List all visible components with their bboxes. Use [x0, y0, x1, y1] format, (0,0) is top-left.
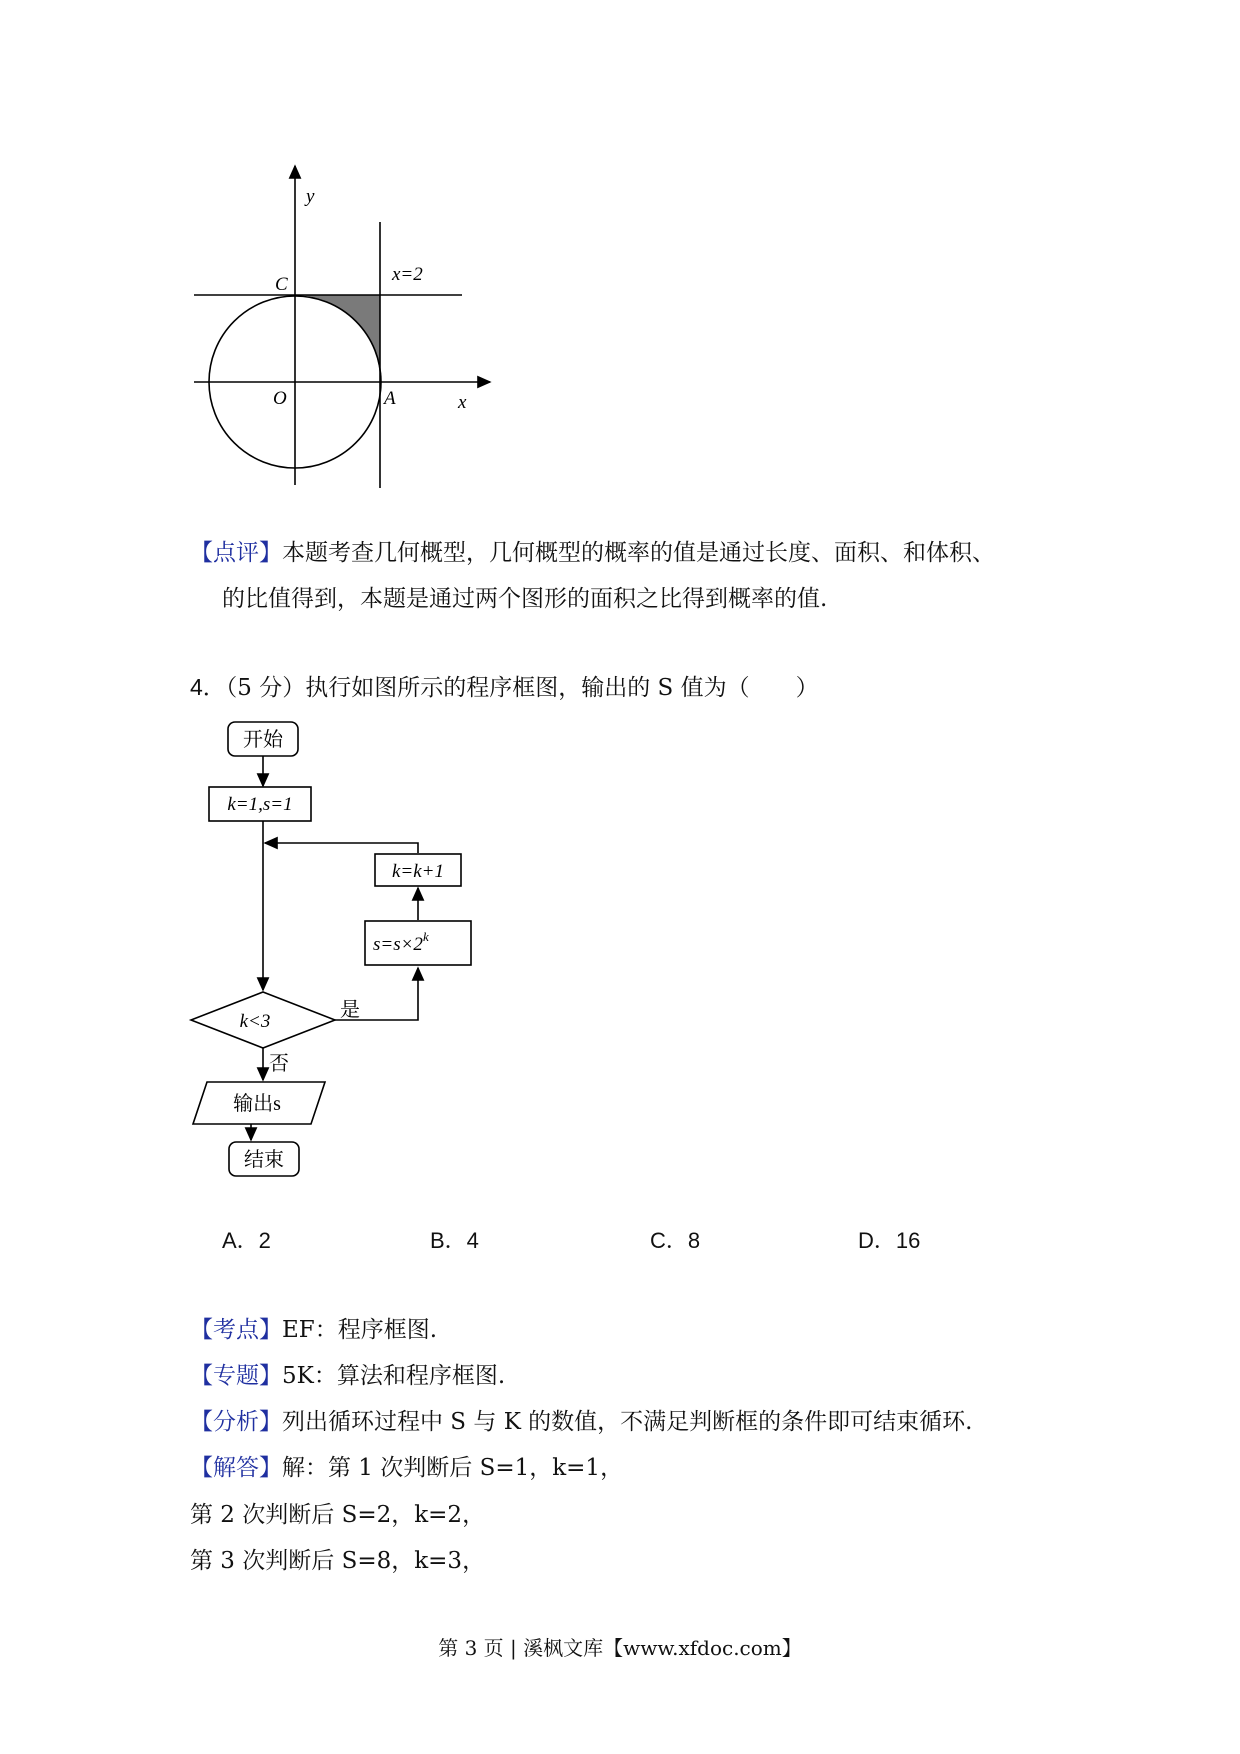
- condition-label: k<3: [239, 1011, 271, 1032]
- option-d: D．16: [858, 1228, 921, 1253]
- point-a-label: A: [384, 388, 396, 409]
- start-label: 开始: [243, 729, 283, 751]
- init-label: k=1,s=1: [227, 794, 293, 815]
- question-4: 4．（5 分）执行如图所示的程序框图，输出的 S 值为（ ）: [190, 674, 819, 701]
- kaodian-line: 【考点】EF：程序框图.: [190, 1317, 438, 1343]
- increment-label: k=k+1: [391, 861, 445, 882]
- end-label: 结束: [244, 1149, 284, 1171]
- step-2-line: 第 2 次判断后 S=2，k=2，: [190, 1502, 486, 1528]
- option-c: C．8: [650, 1228, 701, 1253]
- no-label: 否: [269, 1053, 289, 1075]
- review-line-2: 的比值得到，本题是通过两个图形的面积之比得到概率的值.: [222, 586, 828, 612]
- y-label: y: [306, 186, 315, 207]
- point-o-label: O: [273, 388, 287, 409]
- review-line-1: 【点评】本题考查几何概型，几何概型的概率的值是通过长度、面积、和体积、: [190, 540, 995, 566]
- option-b: B．4: [430, 1228, 479, 1253]
- output-label: 输出s: [233, 1093, 281, 1115]
- fenxi-line: 【分析】列出循环过程中 S 与 K 的数值，不满足判断框的条件即可结束循环.: [190, 1409, 973, 1435]
- review-tag: 【点评】: [190, 540, 282, 566]
- zhuanti-line: 【专题】5K：算法和程序框图.: [190, 1363, 506, 1389]
- point-c-label: C: [275, 274, 288, 295]
- page-footer: 第 3 页 | 溪枫文库【www.xfdoc.com】: [438, 1636, 802, 1660]
- jieda-line: 【解答】解：第 1 次判断后 S=1，k=1，: [190, 1455, 624, 1481]
- multiply-label: $s=s\times 2^k$: [373, 929, 429, 955]
- option-a: A．2: [222, 1228, 271, 1253]
- x-line-label: x=2: [392, 264, 423, 285]
- x-label: x: [458, 392, 467, 413]
- yes-label: 是: [340, 999, 360, 1021]
- geometry-figure: [180, 160, 510, 500]
- step-3-line: 第 3 次判断后 S=8，k=3，: [190, 1548, 486, 1574]
- flowchart: [185, 720, 505, 1200]
